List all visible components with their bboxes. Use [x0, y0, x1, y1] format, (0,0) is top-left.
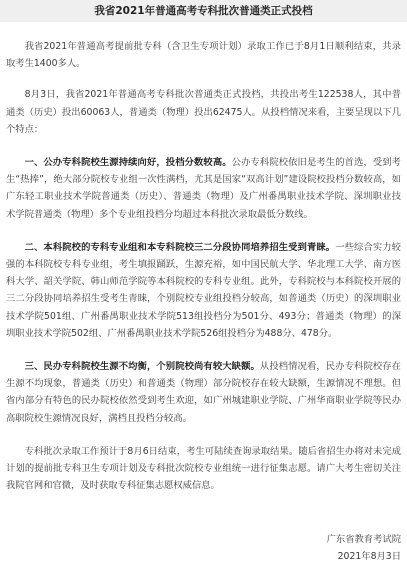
- paragraph-closing: [6, 443, 401, 495]
- paragraph-lead: 一、公办专科院校生源持续向好，投档分数较高。: [24, 157, 232, 169]
- article-body: [6, 38, 401, 510]
- signature-date: 2021年8月3日: [337, 551, 401, 562]
- paragraph-intro: [6, 38, 401, 72]
- paragraph-text: 我省2021年普通高考提前批专科（含卫生专项计划）录取工作已于8月1日顺利结束，共录取考生1400多人。: [6, 41, 401, 70]
- article-title: 我省2021年普通高考专科批次普通类正式投档: [94, 5, 313, 17]
- paragraph-point-1: [6, 154, 401, 223]
- title-bar: [0, 0, 407, 22]
- paragraph-overview: [6, 86, 401, 138]
- signature-block: [327, 531, 401, 565]
- signature-org: 广东省教育考试院: [326, 534, 401, 545]
- paragraph-lead: 三、民办专科院校生源不均衡，个别院校尚有较大缺额。: [24, 361, 260, 373]
- paragraph-text: 专科批次录取工作预计于8月6日结束，考生可陆续查询录取结果。随后省招生办将对未完成计划的提前批专科卫生专项计划及专科批次院校专业组统一进行征集志愿。请广大考生密切关注我院官网和官微，及时获取专科征集志愿权威信息。: [6, 445, 401, 492]
- paragraph-text: 从投档情况看，民办专科院校存在生源不均现象，普通类（历史）和普通类（物理）部分院校存在较大缺额，生源情况不理想。但省内部分有特色的民办院校依然受到考生欢迎，如广州城建职业学院、广州华商职业学院等民办高职院校生源情况良好，满档且投档分较高。: [6, 361, 401, 424]
- paragraph-text: 8月3日，我省2021年普通高考专科批次普通类正式投档，共投出考生122538人，其中普通类（历史）投出60063人，普通类（物理）投出62475人。从投档情况来看，主要呈现以下几个特点：: [6, 89, 401, 135]
- paragraph-text: 公办专科院校依旧是考生的首选，受到考生“热捧”，绝大部分院校专业组一次性满档，尤其是国家“双高计划”建设院校投档分数较高，如广东轻工职业技术学院普通类（历史）、普通类（物理）及广州番禺职业技术学院、深圳职业技术学院普通类（物理）多个专业组投档分均超过本科批次录取最低分数线。: [6, 157, 401, 220]
- paragraph-point-2: [6, 239, 401, 342]
- paragraph-point-3: [6, 358, 401, 427]
- paragraph-text: 一些综合实力较强的本科院校专科专业组，考生填报踊跃，生源充裕，如中国民航大学、华北理工大学、南方医科大学、韶关学院、韩山师范学院等本科院校的专科专业组。此外，专科院校与本科院校开展的三二分段协同培养招生受考生青睐，个别院校专业组投档分较高，如普通类（历史）的深圳职业技术学院501组、广州番禺职业技术学院513组投档分为501分、493分；普通类（物理）的深圳职业技术学院502组、广州番禺职业技术学院526组投档分为488分、478分。: [6, 241, 401, 339]
- paragraph-lead: 二、本科院校的专科专业组和本专科院校三二分段协同培养招生受到青睐。: [24, 241, 336, 253]
